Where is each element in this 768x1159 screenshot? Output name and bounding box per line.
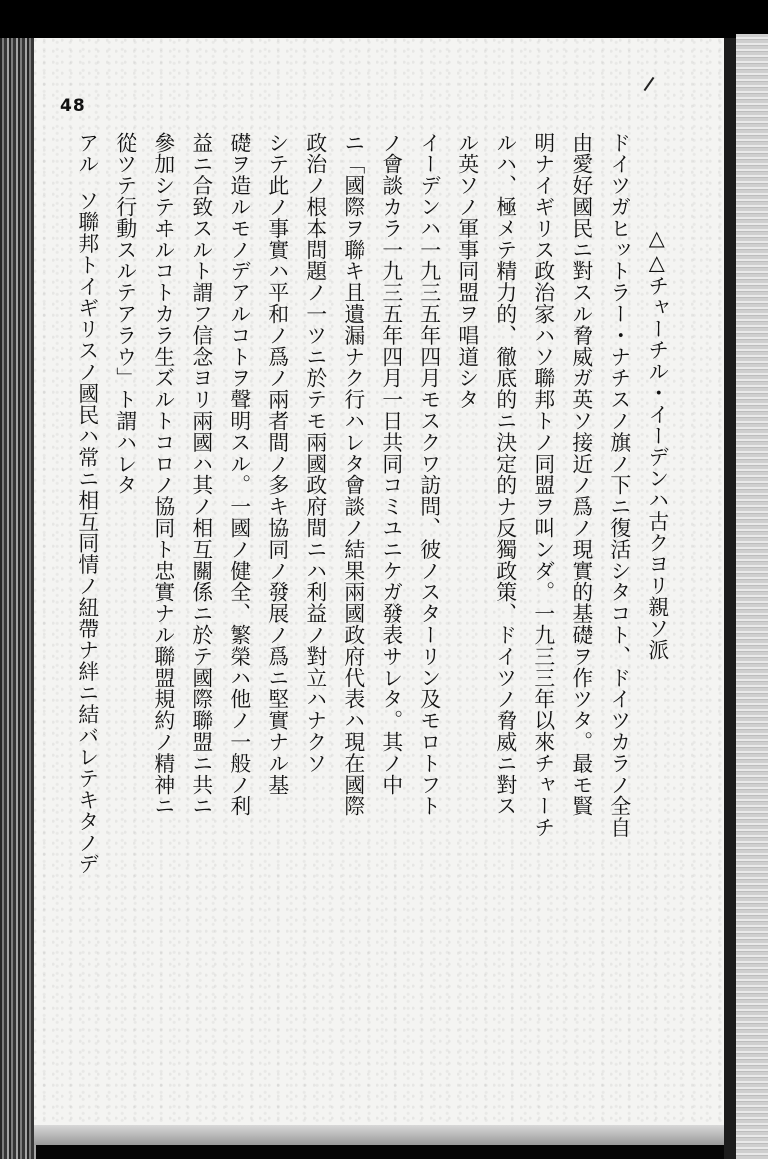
text-column: イーデンハ一九三五年四月モスクワ訪問、彼ノスターリン及モロトフト (416, 132, 441, 817)
page-bottom-shadow (34, 1125, 724, 1145)
text-column: アル (74, 132, 99, 175)
text-column: ニ「國際ヲ聯キ且遺漏ナク行ハレタ會談ノ結果兩國政府代表ハ現在國際 (340, 132, 365, 817)
page-number: 48 (60, 96, 86, 116)
text-column: 明ナイギリス政治家ハソ聯邦トノ同盟ヲ叫ンダ。一九三三年以來チャーチ (530, 132, 555, 839)
text-column: 礎ヲ造ルモノデアルコトヲ聲明スル。一國ノ健全、繁榮ハ他ノ一般ノ利 (226, 132, 251, 817)
text-column: 參加シテヰルコトカラ生ズルトコロノ協同ト忠實ナル聯盟規約ノ精神ニ (150, 132, 175, 817)
text-column: 由愛好國民ニ對スル脅威ガ英ソ接近ノ爲ノ現實的基礎ヲ作ツタ。最モ賢 (568, 132, 593, 817)
text-column: ノ會談カラ一九三五年四月一日共同コミユニケガ發表サレタ。其ノ中 (378, 132, 403, 796)
text-column: ソ聯邦トイギリスノ國民ハ常ニ相互同情ノ紐帶ナ絆ニ結バレテキタノデ (74, 190, 99, 875)
page-right-edge (724, 38, 736, 1159)
text-column: 政治ノ根本問題ノ一ツニ於テモ兩國政府間ニハ利益ノ對立ハナクソ (302, 132, 327, 774)
scan-top-border (0, 0, 768, 40)
text-column: 從ツテ行動スルテアラウ」ト謂ハレタ (112, 132, 137, 496)
text-column: ドイツガヒットラー・ナチスノ旗ノ下ニ復活シタコト、ドイツカラノ全自 (606, 132, 631, 839)
text-column: 益ニ合致スルト謂フ信念ヨリ兩國ハ其ノ相互關係ニ於テ國際聯盟ニ共ニ (188, 132, 213, 817)
text-column: シテ此ノ事實ハ平和ノ爲ノ兩者間ノ多キ協同ノ發展ノ爲ニ堅實ナル基 (264, 132, 289, 796)
book-spine (0, 38, 36, 1159)
text-column: ルハ、極メテ精力的、徹底的ニ決定的ナ反獨政策、ドイツノ脅威ニ對ス (492, 132, 517, 817)
text-column: ル英ソノ軍事同盟ヲ唱道シタ (454, 132, 479, 411)
page-stack-strip (736, 34, 768, 1159)
text-column: △△チャーチル・イーデンハ古クヨリ親ソ派 (644, 226, 669, 661)
